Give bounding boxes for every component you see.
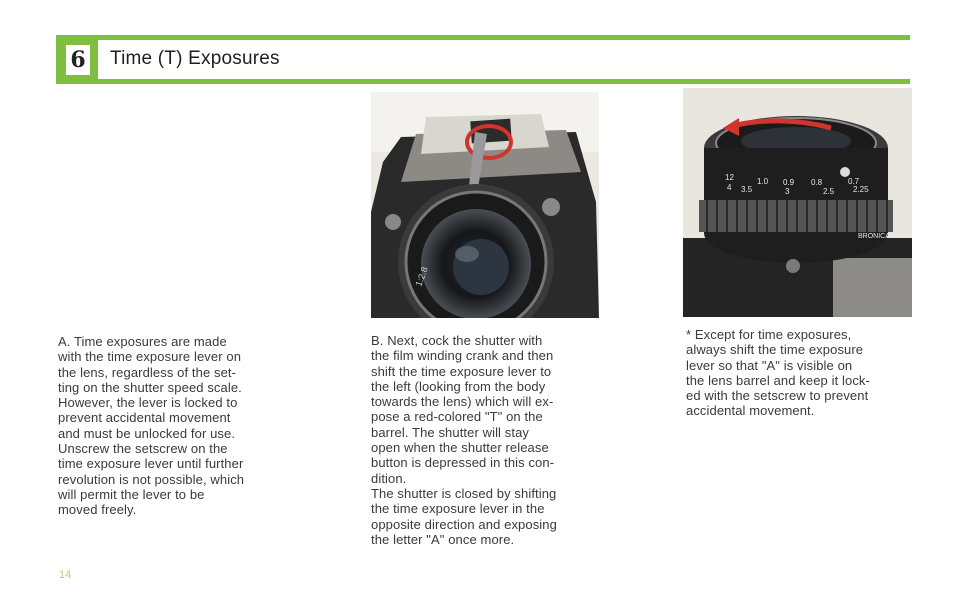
page-title: Time (T) Exposures — [110, 48, 280, 69]
scale-r1-3: 0.8 — [811, 178, 823, 187]
page-number: 14 — [59, 569, 72, 581]
lens-text: 1:2.8 — [413, 265, 430, 288]
scale-r2-4: 2.25 — [853, 185, 869, 194]
paragraph-b: B. Next, cock the shutter with the film winding crank and then shift the time exposure lever to the left (looking from the body towards the lens) which will ex- pose a red-colored "T" on the barrel. The shutter will stay open when the shutter release button is depressed in this con- dition. The shutter is closed by shifting the time exposure lever in the opposite direction and exposing the letter "A" once more. — [371, 333, 557, 547]
section-number: 6 — [66, 45, 90, 75]
paragraph-a: A. Time exposures are made with the time exposure lever on the lens, regardless of the set- ting on the shutter speed scale. However, the lever is locked to prevent accidental movement and must be unlocked for use. Unscrew the setscrew on the time exposure lever until further revolution is not possible, which will permit the lever to be moved freely. — [58, 334, 245, 518]
scale-r2-3: 2.5 — [823, 187, 835, 196]
paragraph-note: * Except for time exposures, always shift the time exposure lever so that "A" is visible on the lens barrel and keep it lock- ed with the setscrew to prevent accidental movement. — [686, 327, 870, 419]
camera-top-screwdriver-photo — [371, 92, 599, 318]
scale-r1-0: 12 — [725, 173, 734, 182]
scale-r2-2: 3 — [785, 187, 790, 196]
scale-r1-2: 0.9 — [783, 178, 795, 187]
brand-text: BRONICA — [858, 233, 890, 240]
scale-r2-1: 3.5 — [741, 185, 753, 194]
scale-r1-4: 0.7 — [848, 177, 860, 186]
scale-r2-0: 4 — [727, 183, 732, 192]
lens-barrel-closeup-photo — [683, 88, 912, 317]
scale-r1-1: 1.0 — [757, 177, 769, 186]
